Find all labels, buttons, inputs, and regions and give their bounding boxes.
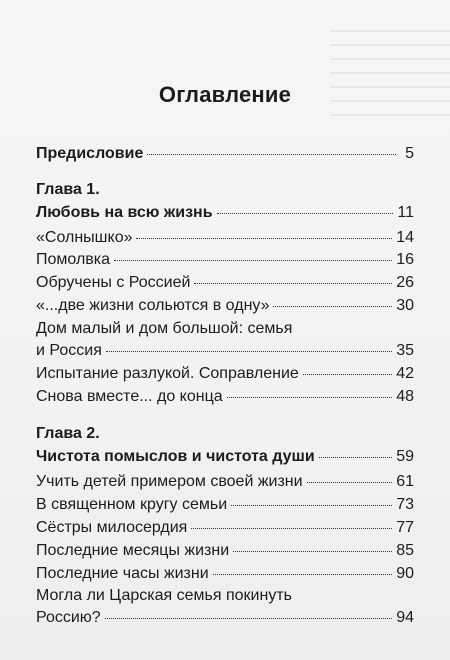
toc-entry-label-line2: и Россия bbox=[36, 342, 102, 359]
toc-entry bbox=[36, 541, 414, 561]
leader-dots bbox=[217, 213, 394, 214]
toc-entry bbox=[36, 564, 414, 584]
chapter-1-title-entry bbox=[36, 203, 414, 223]
toc-entry-page: 26 bbox=[396, 274, 414, 291]
toc-entry bbox=[36, 296, 414, 316]
toc-entry-preface bbox=[36, 144, 414, 164]
toc-entry-label: В священном кругу семьи bbox=[36, 496, 228, 513]
toc-entry-page: 30 bbox=[396, 297, 414, 314]
chapter-2-title-entry bbox=[36, 447, 414, 467]
toc-entry-label: Последние часы жизни bbox=[36, 565, 209, 582]
leader-dots bbox=[136, 238, 392, 239]
leader-dots bbox=[303, 374, 392, 375]
toc-entry-page: 11 bbox=[397, 204, 414, 221]
toc-entry bbox=[36, 495, 414, 515]
toc-entry-label: Помолвка bbox=[36, 251, 111, 268]
leader-dots bbox=[273, 306, 392, 307]
leader-dots bbox=[307, 482, 393, 483]
toc-entry bbox=[36, 273, 414, 293]
toc-entry-label: Чистота помыслов и чистота души bbox=[36, 448, 315, 465]
leader-dots bbox=[227, 397, 393, 398]
leader-dots bbox=[147, 154, 396, 155]
toc-entry-label: «Солнышко» bbox=[36, 229, 133, 246]
toc-entry-label: Снова вместе... до конца bbox=[36, 388, 223, 405]
toc-entry bbox=[36, 228, 414, 248]
toc-entry-page: 90 bbox=[396, 565, 414, 582]
toc-entry-label: Учить детей примером своей жизни bbox=[36, 473, 303, 490]
toc-entry bbox=[36, 472, 414, 492]
toc-entry-label: Любовь на всю жизнь bbox=[36, 204, 213, 221]
toc-entry-page: 59 bbox=[396, 448, 414, 465]
toc-entry-label-line1: Дом малый и дом большой: семья bbox=[36, 320, 293, 337]
toc-entry-page: 77 bbox=[396, 519, 414, 536]
toc-entry-label-line1: Могла ли Царская семья покинуть bbox=[36, 587, 292, 604]
toc-entry bbox=[36, 518, 414, 538]
leader-dots bbox=[231, 505, 392, 506]
toc-entry-label: Испытание разлукой. Соправление bbox=[36, 365, 299, 382]
toc-entry-page: 5 bbox=[405, 145, 414, 162]
leader-dots bbox=[233, 551, 392, 552]
leader-dots bbox=[191, 528, 392, 529]
toc-entry-page: 42 bbox=[396, 365, 414, 382]
toc-title: Оглавление bbox=[158, 82, 292, 107]
toc-entry-label: Сёстры милосердия bbox=[36, 519, 188, 536]
toc-entry-page: 48 bbox=[396, 388, 414, 405]
toc-entry bbox=[36, 387, 414, 407]
toc-entry-page: 14 bbox=[396, 229, 414, 246]
leader-dots bbox=[105, 618, 393, 619]
toc-entry-page: 35 bbox=[396, 342, 414, 359]
toc-entry-page: 16 bbox=[396, 251, 414, 268]
toc-entry bbox=[36, 608, 414, 628]
toc-entry-label: «...две жизни сольются в одну» bbox=[36, 297, 270, 314]
toc-entry bbox=[36, 250, 414, 270]
toc-entry-label: Предисловие bbox=[36, 145, 144, 162]
toc-entry-page: 61 bbox=[396, 473, 414, 490]
leader-dots bbox=[213, 574, 393, 575]
leader-dots bbox=[106, 351, 392, 352]
toc-entry bbox=[36, 364, 414, 384]
chapter-2-heading: Глава 2. bbox=[36, 425, 100, 442]
toc-entry-page: 73 bbox=[396, 496, 414, 513]
leader-dots bbox=[319, 457, 393, 458]
chapter-1-heading: Глава 1. bbox=[36, 181, 100, 198]
toc-entry bbox=[36, 341, 414, 361]
toc-entry-label: Обручены с Россией bbox=[36, 274, 191, 291]
leader-dots bbox=[114, 260, 392, 261]
toc-entry-label-line2: Россию? bbox=[36, 609, 101, 626]
toc-entry-page: 94 bbox=[396, 609, 414, 626]
leader-dots bbox=[194, 283, 392, 284]
toc-entry-label: Последние месяцы жизни bbox=[36, 542, 230, 559]
toc-entry-page: 85 bbox=[396, 542, 414, 559]
